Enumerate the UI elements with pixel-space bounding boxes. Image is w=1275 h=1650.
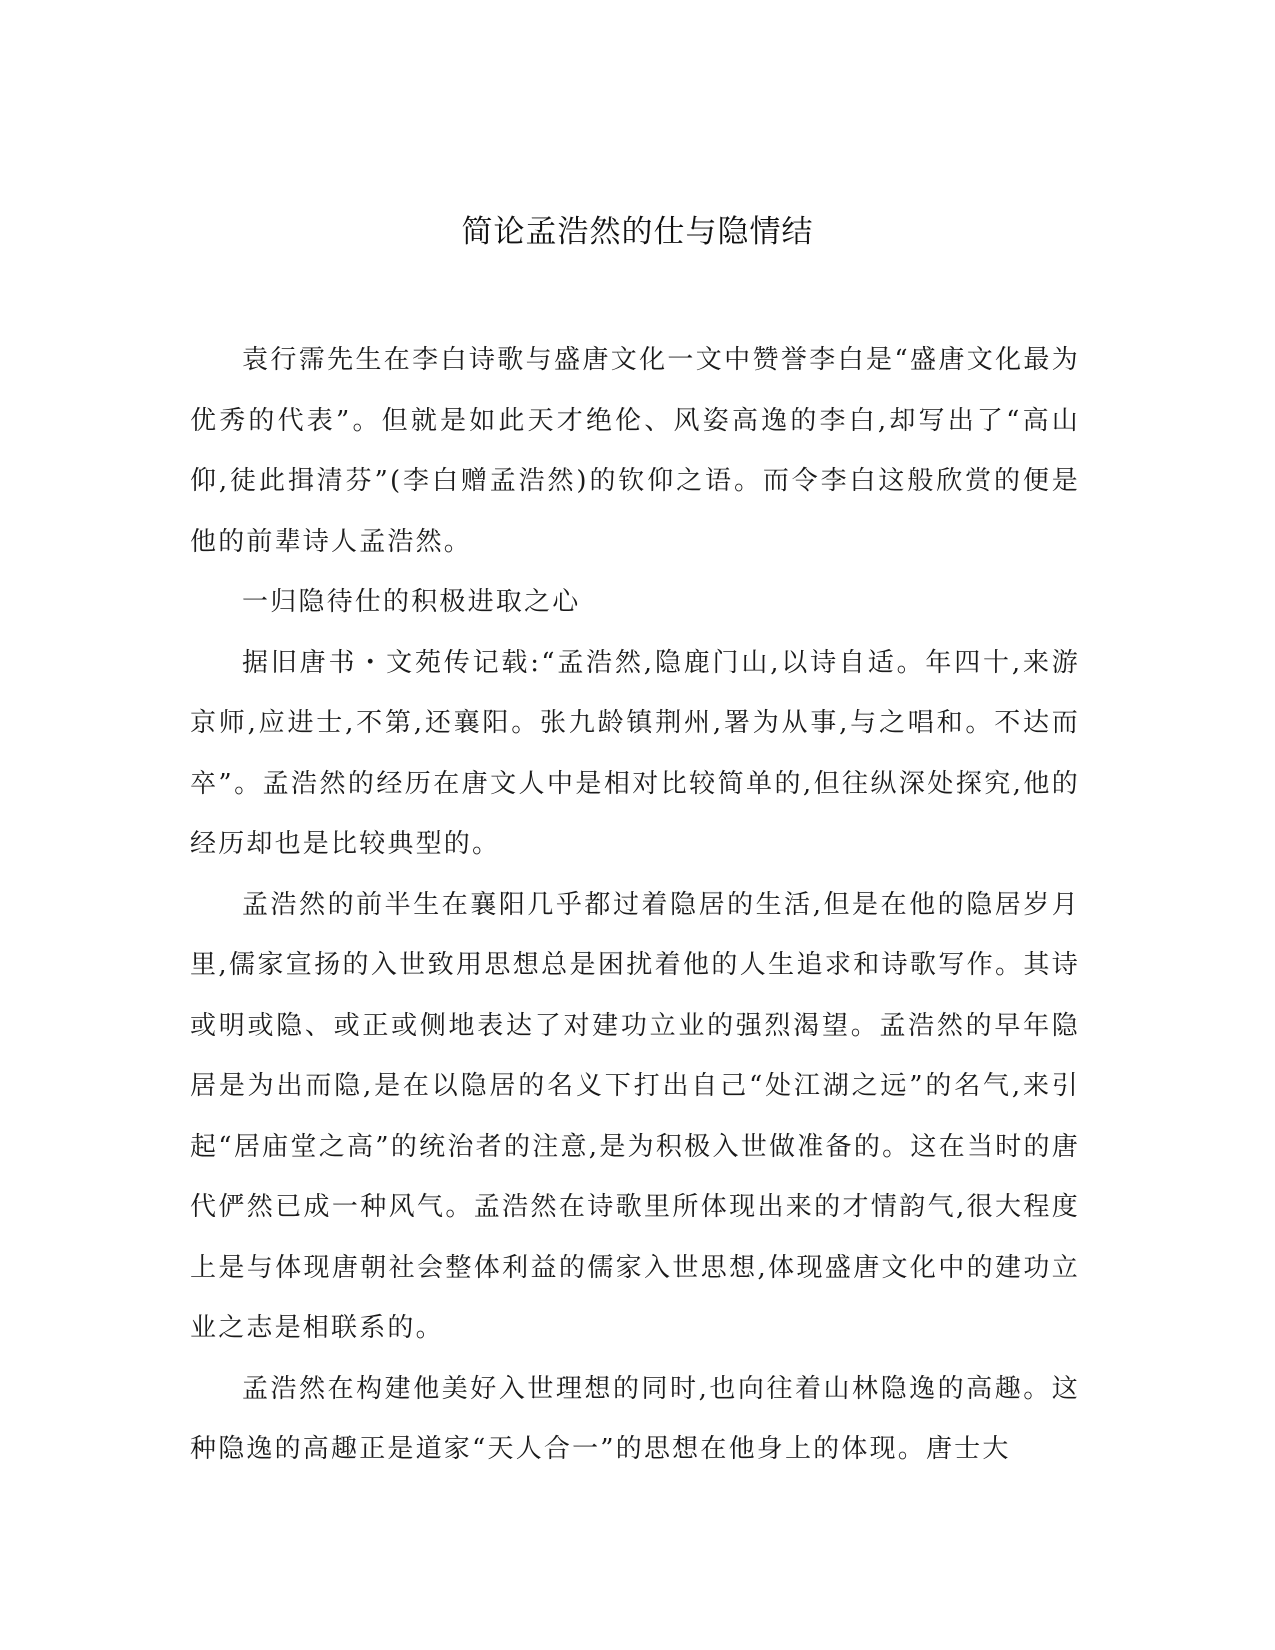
paragraph-reclusive-ideal: 孟浩然在构建他美好入世理想的同时,也向往着山林隐逸的高趣。这种隐逸的高趣正是道家“天人合一”的思想在他身上的体现。唐士大 xyxy=(190,1373,1080,1464)
document-body xyxy=(190,330,1080,1480)
paragraph-biography: 据旧唐书・文苑传记载:“孟浩然,隐鹿门山,以诗自适。年四十,来游京师,应进士,不第,还襄阳。张九龄镇荆州,署为从事,与之唱和。不达而卒”。孟浩然的经历在唐文人中是相对比较简单的,但往纵深处探究,他的经历却也是比较典型的。 xyxy=(190,647,1080,859)
paragraph-early-seclusion: 孟浩然的前半生在襄阳几乎都过着隐居的生活,但是在他的隐居岁月里,儒家宣扬的入世致用思想总是困扰着他的人生追求和诗歌写作。其诗或明或隐、或正或侧地表达了对建功立业的强烈渴望。孟浩然的早年隐居是为出而隐,是在以隐居的名义下打出自己“处江湖之远”的名气,来引起“居庙堂之高”的统治者的注意,是为积极入世做准备的。这在当时的唐代俨然已成一种风气。孟浩然在诗歌里所体现出来的才情韵气,很大程度上是与体现唐朝社会整体利益的儒家入世思想,体现盛唐文化中的建功立业之志是相联系的。 xyxy=(190,889,1080,1343)
paragraph-intro: 袁行霈先生在李白诗歌与盛唐文化一文中赞誉李白是“盛唐文化最为优秀的代表”。但就是如此天才绝伦、风姿高逸的李白,却写出了“高山仰,徒此揖清芬”(李白赠孟浩然)的钦仰之语。而令李白这般欣赏的便是他的前辈诗人孟浩然。 xyxy=(190,345,1080,557)
document-title: 简论孟浩然的仕与隐情结 xyxy=(461,214,814,250)
section-heading: 一归隐待仕的积极进取之心 xyxy=(242,587,581,617)
